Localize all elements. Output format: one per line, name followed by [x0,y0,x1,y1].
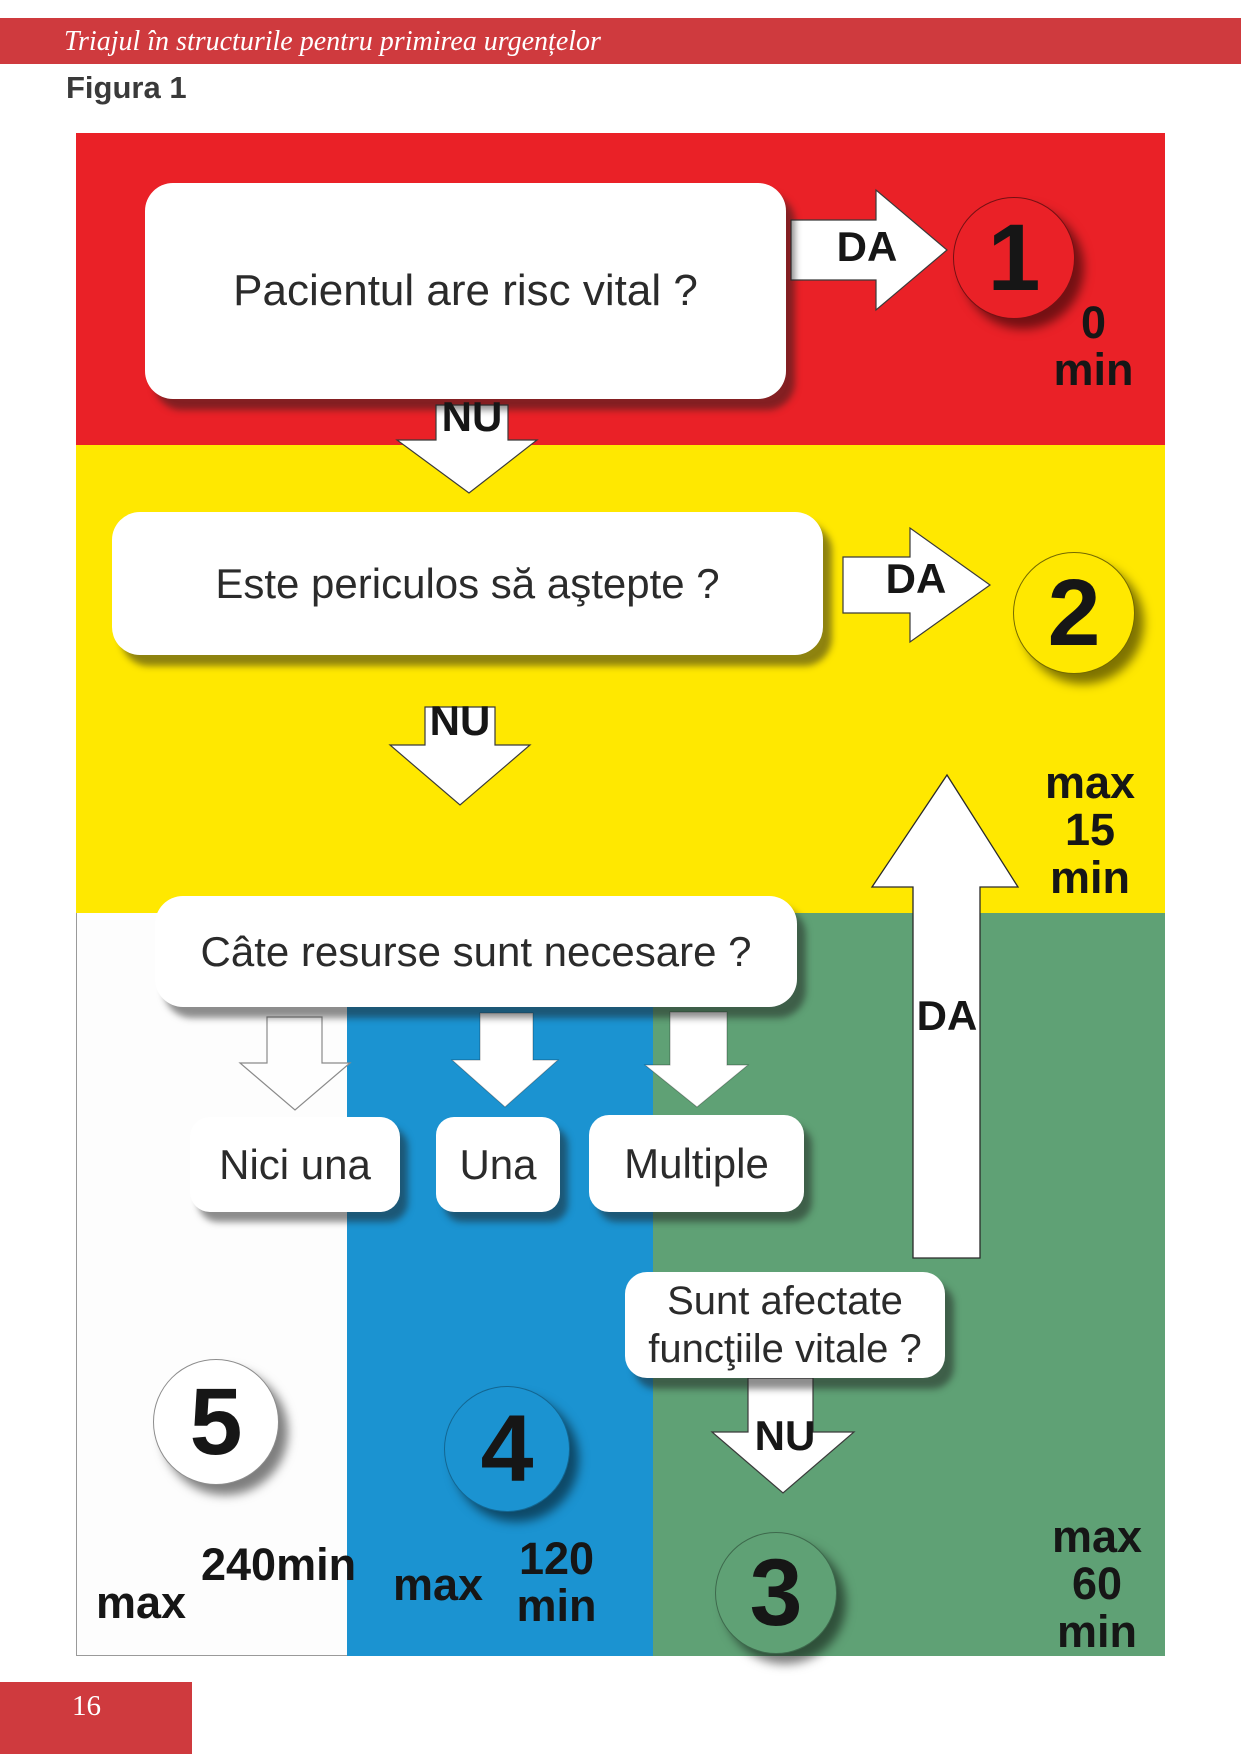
level-5-time-max: max [96,1577,187,1628]
question-vital-functions-line2: funcţiile vitale ? [648,1327,922,1371]
page-number: 16 [72,1690,101,1722]
level-1-time [1031,299,1156,394]
footer-bar [0,1682,192,1754]
option-no-resources-text: Nici una [219,1140,371,1188]
level-3-time-unit: min [1056,1605,1137,1657]
question-vital-risk-text: Pacientul are risc vital ? [233,266,698,315]
level-3-time [1027,1513,1167,1655]
answer-yes-label-1: DA [836,223,898,270]
triage-level-4-badge [444,1386,570,1512]
level-2-time-max: max [1044,757,1136,808]
figure-label: Figura 1 [66,70,187,105]
option-multiple-resources-text: Multiple [624,1139,769,1187]
resources-multiple-down-arrow-icon [645,1012,748,1107]
triage-level-5-badge [153,1359,279,1485]
level-1-number: 1 [987,204,1041,311]
level-5-time-value: 240min [201,1539,357,1590]
level-5-number: 5 [189,1368,243,1475]
resources-one-down-arrow-icon [452,1013,558,1107]
header-title: Triajul în structurile pentru primirea urgențelor [64,26,601,57]
triage-level-2-badge [1013,552,1135,674]
answer-no-label-2: NU [429,697,491,744]
question-vital-risk [145,183,786,399]
option-no-resources [190,1117,400,1212]
question-resources-needed [155,896,797,1007]
option-one-resource [436,1117,560,1212]
level-2-time-value: 15 [1064,804,1116,856]
question-vital-functions-line1: Sunt afectate [667,1279,903,1323]
level-4-time-number: 120 [518,1533,595,1584]
answer-no-label-3: NU [754,1412,816,1459]
question-dangerous-to-wait [112,512,823,655]
resources-none-down-arrow-icon [240,1017,350,1110]
level-2-time-unit: min [1049,851,1130,903]
question-vital-functions-text [648,1277,921,1373]
question-dangerous-to-wait-text: Este periculos să aştepte ? [215,559,720,607]
level-1-time-value: 0 [1080,297,1107,348]
header-bar [0,18,1241,64]
triage-level-3-badge [715,1532,837,1654]
option-multiple-resources [589,1115,804,1212]
level-4-time-unit: min [516,1580,597,1632]
level-4-number: 4 [480,1395,534,1502]
level-2-number: 2 [1047,559,1101,666]
level-3-number: 3 [749,1539,803,1646]
level-4-time-max: max [392,1559,484,1610]
option-one-resource-text: Una [459,1140,537,1188]
question-resources-needed-text: Câte resurse sunt necesare ? [200,927,752,975]
level-4-time-value [504,1535,609,1630]
answer-yes-label-2: DA [885,555,947,602]
question-vital-functions [625,1272,945,1378]
answer-yes-label-up: DA [916,992,978,1039]
level-1-time-unit: min [1053,344,1134,396]
level-2-time [1020,759,1160,901]
level-3-time-max: max [1051,1511,1143,1562]
answer-no-label-1: NU [441,393,503,440]
triage-flowchart [76,133,1165,1656]
level-3-time-value: 60 [1071,1558,1123,1610]
